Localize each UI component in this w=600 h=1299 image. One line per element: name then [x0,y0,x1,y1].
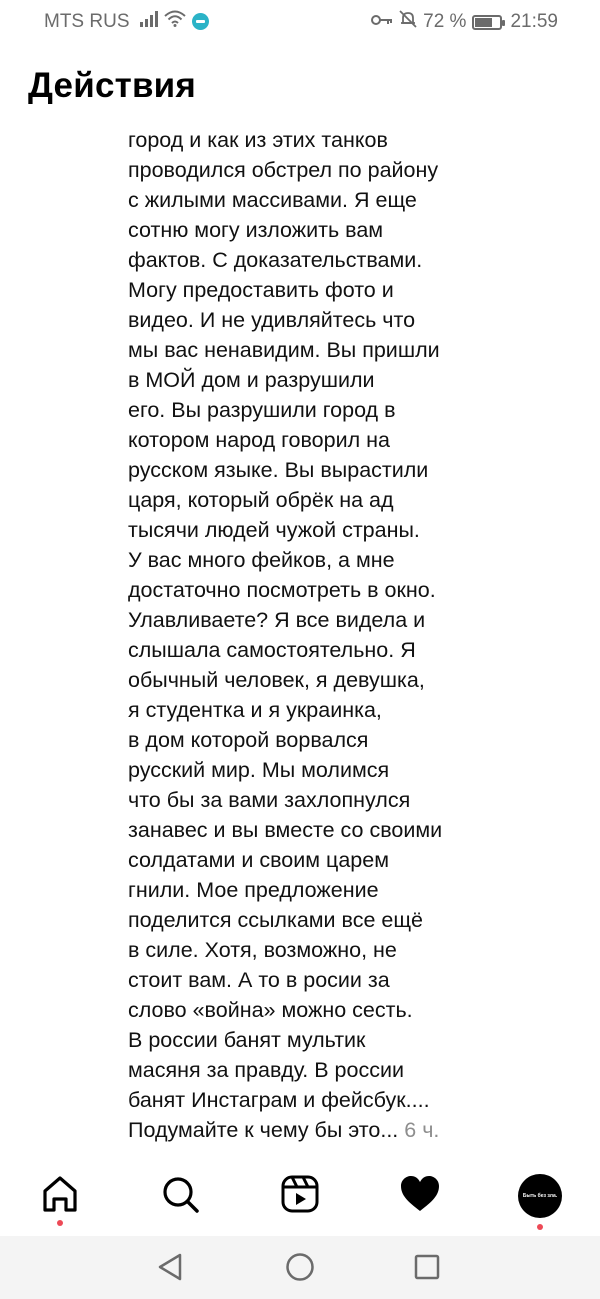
profile-tab[interactable] [518,1174,562,1218]
comment-line-text: в дом которой ворвался [128,728,369,752]
comment-line [128,335,488,365]
carrier-name: MTS RUS [44,10,130,32]
comment-line-text: с жилыми массивами. Я еще [128,188,417,212]
comment-line-text: его. Вы разрушили город в [128,398,396,422]
recents-icon [413,1253,441,1286]
comment-line [128,425,488,455]
comment-line-text: солдатами и своим царем [128,848,389,872]
comment-line [128,575,488,605]
comment-line-text: фактов. С доказательствами. [128,248,423,272]
wifi-icon [164,10,186,33]
comment-line [128,515,488,545]
comment-line-text: Могу предоставить фото и [128,278,394,302]
comment-line [128,545,488,575]
key-icon [371,11,393,33]
heart-icon [399,1174,441,1219]
comment-line-text: русский мир. Мы молимся [128,758,390,782]
comment-line [128,245,488,275]
back-icon [156,1252,184,1287]
comment-line-text: Улавливаете? Я все видела и [128,608,426,632]
comment-line [128,605,488,635]
page-title: Действия [28,66,197,105]
status-bar-right [371,10,558,34]
comment-line-text: слово «война» можно сесть. [128,998,413,1022]
comment-line-text: Подумайте к чему бы это... [128,1118,399,1142]
mute-icon [399,10,417,34]
comment-line [128,395,488,425]
comment-line-text: царя, который обрёк на ад [128,488,394,512]
profile-notification-dot [537,1224,543,1230]
comment-line-text: занавес и вы вместе со своими [128,818,443,842]
home-notification-dot [57,1220,63,1226]
comment-line-text: видео. И не удивляйтесь что [128,308,416,332]
comment-line [128,785,488,815]
comment-line [128,905,488,935]
comment-line-text: масяня за правду. В россии [128,1058,404,1082]
recents-button[interactable] [412,1254,442,1284]
comment-line [128,1115,488,1145]
comment-line-text: гнили. Мое предложение [128,878,379,902]
comment-line [128,995,488,1025]
comment-line-text: проводился обстрел по району [128,158,439,182]
activity-comment-text[interactable] [128,125,488,1145]
comment-line [128,725,488,755]
comment-line [128,635,488,665]
comment-line [128,1085,488,1115]
battery-percent: 72 % [423,11,467,32]
comment-line-text: У вас много фейков, а мне [128,548,395,572]
comment-line-text: в силе. Хотя, возможно, не [128,938,397,962]
activity-tab[interactable] [398,1174,442,1218]
comment-line [128,305,488,335]
comment-line [128,1025,488,1055]
comment-line [128,935,488,965]
comment-line [128,275,488,305]
bottom-nav [0,1160,600,1236]
comment-line [128,1055,488,1085]
comment-line-text: обычный человек, я девушка, [128,668,425,692]
status-bar [0,0,600,42]
clock: 21:59 [510,11,558,32]
comment-line-text: в МОЙ дом и разрушили [128,368,375,392]
comment-line-text: город и как из этих танков [128,128,388,152]
comment-line-text: мы вас ненавидим. Вы пришли [128,338,440,362]
comment-line-text: тысячи людей чужой страны. [128,518,420,542]
comment-line-text: котором народ говорил на [128,428,390,452]
comment-line [128,755,488,785]
comment-line [128,695,488,725]
comment-line-text: что бы за вами захлопнулся [128,788,411,812]
reels-tab[interactable] [278,1174,322,1218]
comment-line [128,965,488,995]
home-button[interactable] [285,1254,315,1284]
signal-icon [140,11,158,33]
comment-timestamp: 6 ч. [404,1118,440,1142]
comment-line-text: русском языке. Вы вырастили [128,458,429,482]
comment-line [128,155,488,185]
comment-line [128,455,488,485]
comment-line [128,185,488,215]
home-circle-icon [285,1252,315,1287]
reels-icon [280,1174,320,1219]
comment-line-text: банят Инстаграм и фейсбук.... [128,1088,430,1112]
profile-avatar: Быть без зла. [518,1174,562,1218]
comment-line-text: стоит вам. А то в росии за [128,968,390,992]
comment-line [128,845,488,875]
comment-line-text: достаточно посмотреть в окно. [128,578,436,602]
comment-line [128,875,488,905]
comment-line [128,485,488,515]
comment-line [128,665,488,695]
comment-line [128,365,488,395]
system-nav-bar [0,1236,600,1299]
search-icon [160,1174,200,1219]
comment-line [128,815,488,845]
battery-icon [472,15,502,30]
comment-line-text: поделится ссылками все ещё [128,908,424,932]
comment-line-text: сотню могу изложить вам [128,218,384,242]
comment-line-text: В россии банят мультик [128,1028,366,1052]
vpn-icon [192,13,209,30]
back-button[interactable] [155,1254,185,1284]
comment-line-text: слышала самостоятельно. Я [128,638,416,662]
comment-line [128,215,488,245]
home-icon [40,1174,80,1219]
comment-line [128,125,488,155]
comment-line-text: я студентка и я украинка, [128,698,382,722]
home-tab[interactable] [38,1174,82,1218]
search-tab[interactable] [158,1174,202,1218]
status-bar-left [44,10,209,33]
